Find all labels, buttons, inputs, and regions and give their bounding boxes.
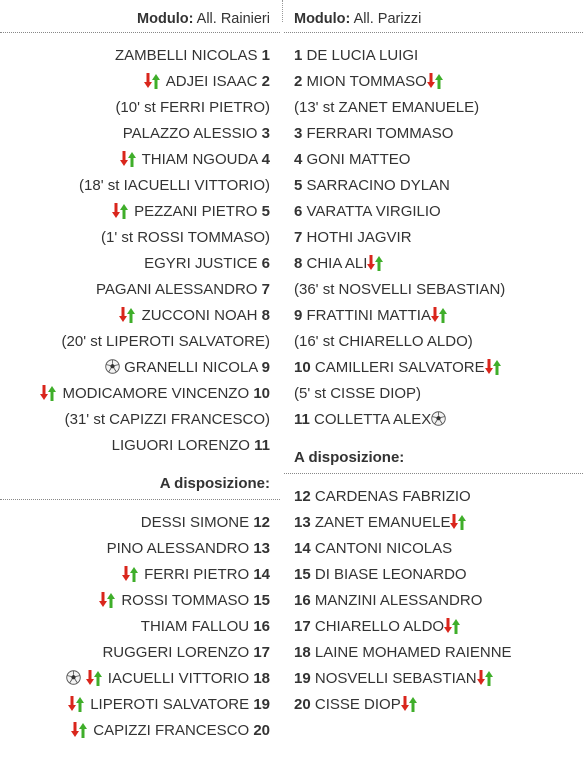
player-number: 11 bbox=[294, 411, 310, 428]
player-row bbox=[284, 147, 583, 173]
home-team-column bbox=[0, 0, 280, 744]
player-number: 8 bbox=[294, 255, 303, 272]
player-name: ZUCCONI NOAH bbox=[141, 307, 258, 324]
home-module-label: Modulo: bbox=[137, 11, 194, 27]
substitution-out-icon bbox=[112, 203, 130, 218]
player-row bbox=[284, 303, 583, 329]
home-bench-title: A disposizione: bbox=[159, 475, 270, 492]
player-name: LAINE MOHAMED RAIENNE bbox=[314, 644, 512, 661]
substitution-in-icon bbox=[477, 670, 495, 685]
substitution-in-icon bbox=[401, 696, 419, 711]
substitution-note-text: (20' st LIPEROTI SALVATORE) bbox=[61, 333, 270, 350]
substitution-note-text: (31' st CAPIZZI FRANCESCO) bbox=[64, 411, 270, 428]
player-row bbox=[284, 692, 583, 718]
player-name: GONI MATTEO bbox=[306, 151, 411, 168]
player-row bbox=[0, 199, 280, 225]
player-number: 8 bbox=[261, 307, 270, 324]
player-number: 17 bbox=[294, 618, 311, 635]
player-number: 13 bbox=[294, 514, 311, 531]
away-lineup-list bbox=[284, 33, 583, 433]
goal-ball-icon bbox=[105, 357, 120, 372]
player-row bbox=[0, 251, 280, 277]
player-number: 1 bbox=[261, 47, 270, 64]
away-team-column bbox=[284, 0, 583, 718]
player-number: 2 bbox=[294, 73, 303, 90]
player-number: 19 bbox=[294, 670, 311, 687]
substitution-in-icon bbox=[71, 722, 89, 737]
away-bench-list bbox=[284, 474, 583, 718]
player-row bbox=[0, 381, 280, 407]
substitution-in-icon bbox=[68, 696, 86, 711]
substitution-in-icon bbox=[122, 566, 140, 581]
substitution-note bbox=[0, 225, 280, 251]
player-row bbox=[0, 121, 280, 147]
away-module-label: Modulo: bbox=[294, 11, 351, 27]
substitution-note-text: (36' st NOSVELLI SEBASTIAN) bbox=[294, 281, 506, 298]
away-header bbox=[284, 0, 583, 32]
player-name: NOSVELLI SEBASTIAN bbox=[314, 670, 477, 687]
player-row bbox=[0, 562, 280, 588]
player-row bbox=[284, 666, 583, 692]
player-number: 15 bbox=[294, 566, 311, 583]
player-number: 9 bbox=[294, 307, 303, 324]
player-row bbox=[284, 225, 583, 251]
substitution-out-icon bbox=[431, 307, 449, 322]
substitution-note bbox=[284, 329, 583, 355]
player-row bbox=[0, 692, 280, 718]
player-row bbox=[284, 640, 583, 666]
player-name: CANTONI NICOLAS bbox=[314, 540, 453, 557]
substitution-in-icon bbox=[444, 618, 462, 633]
player-row bbox=[284, 173, 583, 199]
player-row bbox=[0, 43, 280, 69]
player-name: CAPIZZI FRANCESCO bbox=[93, 722, 250, 739]
player-number: 10 bbox=[294, 359, 311, 376]
goal-ball-icon bbox=[431, 409, 446, 424]
player-name: IACUELLI VITTORIO bbox=[107, 670, 250, 687]
player-name: COLLETTA ALEX bbox=[314, 411, 432, 428]
player-row bbox=[0, 718, 280, 744]
player-number: 18 bbox=[253, 670, 270, 687]
player-row bbox=[0, 588, 280, 614]
substitution-note-text: (10' st FERRI PIETRO) bbox=[115, 99, 270, 116]
player-row bbox=[284, 407, 583, 433]
substitution-in-icon bbox=[450, 514, 468, 529]
player-row bbox=[284, 199, 583, 225]
substitution-note bbox=[284, 277, 583, 303]
player-number: 12 bbox=[253, 514, 270, 531]
player-row bbox=[0, 69, 280, 95]
player-row bbox=[0, 510, 280, 536]
player-name: CARDENAS FABRIZIO bbox=[314, 488, 471, 505]
substitution-out-icon bbox=[119, 307, 137, 322]
player-row bbox=[284, 562, 583, 588]
substitution-note-text: (5' st CISSE DIOP) bbox=[294, 385, 422, 402]
player-row bbox=[284, 121, 583, 147]
substitution-note bbox=[0, 173, 280, 199]
player-number: 18 bbox=[294, 644, 311, 661]
player-name: GRANELLI NICOLA bbox=[124, 359, 258, 376]
player-row bbox=[0, 303, 280, 329]
substitution-out-icon bbox=[427, 73, 445, 88]
player-row bbox=[284, 588, 583, 614]
player-name: EGYRI JUSTICE bbox=[144, 255, 258, 272]
player-number: 6 bbox=[261, 255, 270, 272]
player-row bbox=[0, 614, 280, 640]
player-name: CHIA ALI bbox=[306, 255, 368, 272]
player-name: DE LUCIA LUIGI bbox=[306, 47, 419, 64]
player-number: 20 bbox=[294, 696, 311, 713]
player-row bbox=[284, 251, 583, 277]
player-name: LIPEROTI SALVATORE bbox=[90, 696, 250, 713]
player-row bbox=[284, 536, 583, 562]
column-separator bbox=[282, 0, 283, 22]
player-name: FERRI PIETRO bbox=[144, 566, 250, 583]
player-number: 4 bbox=[261, 151, 270, 168]
home-bench-list bbox=[0, 500, 280, 744]
player-number: 16 bbox=[253, 618, 270, 635]
player-row bbox=[0, 355, 280, 381]
player-number: 17 bbox=[253, 644, 270, 661]
player-number: 4 bbox=[294, 151, 303, 168]
player-row bbox=[284, 484, 583, 510]
substitution-note bbox=[284, 95, 583, 121]
player-number: 5 bbox=[261, 203, 270, 220]
player-name: THIAM FALLOU bbox=[140, 618, 250, 635]
player-name: FERRARI TOMMASO bbox=[306, 125, 454, 142]
substitution-note-text: (16' st CHIARELLO ALDO) bbox=[294, 333, 473, 350]
player-row bbox=[0, 433, 280, 459]
player-name: SARRACINO DYLAN bbox=[306, 177, 450, 194]
player-number: 2 bbox=[261, 73, 270, 90]
substitution-note bbox=[284, 381, 583, 407]
player-name: CHIARELLO ALDO bbox=[314, 618, 445, 635]
home-header bbox=[0, 0, 280, 32]
substitution-note-text: (1' st ROSSI TOMMASO) bbox=[101, 229, 270, 246]
substitution-note bbox=[0, 407, 280, 433]
player-name: PAGANI ALESSANDRO bbox=[96, 281, 258, 298]
player-row bbox=[284, 614, 583, 640]
substitution-note bbox=[0, 95, 280, 121]
player-name: HOTHI JAGVIR bbox=[306, 229, 412, 246]
home-lineup-list bbox=[0, 33, 280, 459]
substitution-out-icon bbox=[485, 359, 503, 374]
player-number: 14 bbox=[253, 566, 270, 583]
substitution-note-text: (13' st ZANET EMANUELE) bbox=[294, 99, 480, 116]
substitution-in-icon bbox=[99, 592, 117, 607]
player-number: 13 bbox=[253, 540, 270, 557]
player-name: ZANET EMANUELE bbox=[314, 514, 451, 531]
player-number: 10 bbox=[253, 385, 270, 402]
player-number: 3 bbox=[294, 125, 303, 142]
player-number: 7 bbox=[294, 229, 303, 246]
substitution-out-icon bbox=[144, 73, 162, 88]
player-row bbox=[0, 666, 280, 692]
player-number: 5 bbox=[294, 177, 303, 194]
player-name: DESSI SIMONE bbox=[140, 514, 250, 531]
player-number: 20 bbox=[253, 722, 270, 739]
player-name: PINO ALESSANDRO bbox=[106, 540, 250, 557]
player-name: ADJEI ISAAC bbox=[165, 73, 258, 90]
player-name: CAMILLERI SALVATORE bbox=[314, 359, 485, 376]
substitution-out-icon bbox=[40, 385, 58, 400]
player-number: 19 bbox=[253, 696, 270, 713]
substitution-out-icon bbox=[367, 255, 385, 270]
player-number: 9 bbox=[261, 359, 270, 376]
player-number: 11 bbox=[254, 437, 270, 454]
player-name: MANZINI ALESSANDRO bbox=[314, 592, 483, 609]
player-name: LIGUORI LORENZO bbox=[111, 437, 250, 454]
player-row bbox=[284, 510, 583, 536]
player-row bbox=[284, 43, 583, 69]
home-coach: All. Rainieri bbox=[196, 11, 270, 27]
player-row bbox=[0, 536, 280, 562]
player-number: 1 bbox=[294, 47, 303, 64]
substitution-in-icon bbox=[86, 670, 104, 685]
away-coach: All. Parizzi bbox=[353, 11, 422, 27]
player-row bbox=[284, 355, 583, 381]
player-row bbox=[0, 277, 280, 303]
player-number: 14 bbox=[294, 540, 311, 557]
player-row bbox=[0, 640, 280, 666]
player-name: ROSSI TOMMASO bbox=[121, 592, 250, 609]
player-name: THIAM NGOUDA bbox=[141, 151, 258, 168]
player-row bbox=[0, 147, 280, 173]
away-bench-title: A disposizione: bbox=[294, 449, 405, 466]
player-name: MION TOMMASO bbox=[306, 73, 427, 90]
player-number: 3 bbox=[261, 125, 270, 142]
player-name: DI BIASE LEONARDO bbox=[314, 566, 467, 583]
player-number: 15 bbox=[253, 592, 270, 609]
player-name: PEZZANI PIETRO bbox=[134, 203, 258, 220]
substitution-note-text: (18' st IACUELLI VITTORIO) bbox=[79, 177, 270, 194]
player-number: 16 bbox=[294, 592, 311, 609]
player-name: PALAZZO ALESSIO bbox=[122, 125, 258, 142]
goal-ball-icon bbox=[66, 668, 81, 683]
player-number: 12 bbox=[294, 488, 311, 505]
player-name: FRATTINI MATTIA bbox=[306, 307, 431, 324]
substitution-out-icon bbox=[120, 151, 138, 166]
substitution-note bbox=[0, 329, 280, 355]
player-number: 6 bbox=[294, 203, 303, 220]
player-number: 7 bbox=[261, 281, 270, 298]
player-name: MODICAMORE VINCENZO bbox=[62, 385, 250, 402]
player-name: CISSE DIOP bbox=[314, 696, 401, 713]
player-row bbox=[284, 69, 583, 95]
player-name: VARATTA VIRGILIO bbox=[306, 203, 441, 220]
player-name: ZAMBELLI NICOLAS bbox=[114, 47, 258, 64]
player-name: RUGGERI LORENZO bbox=[102, 644, 250, 661]
